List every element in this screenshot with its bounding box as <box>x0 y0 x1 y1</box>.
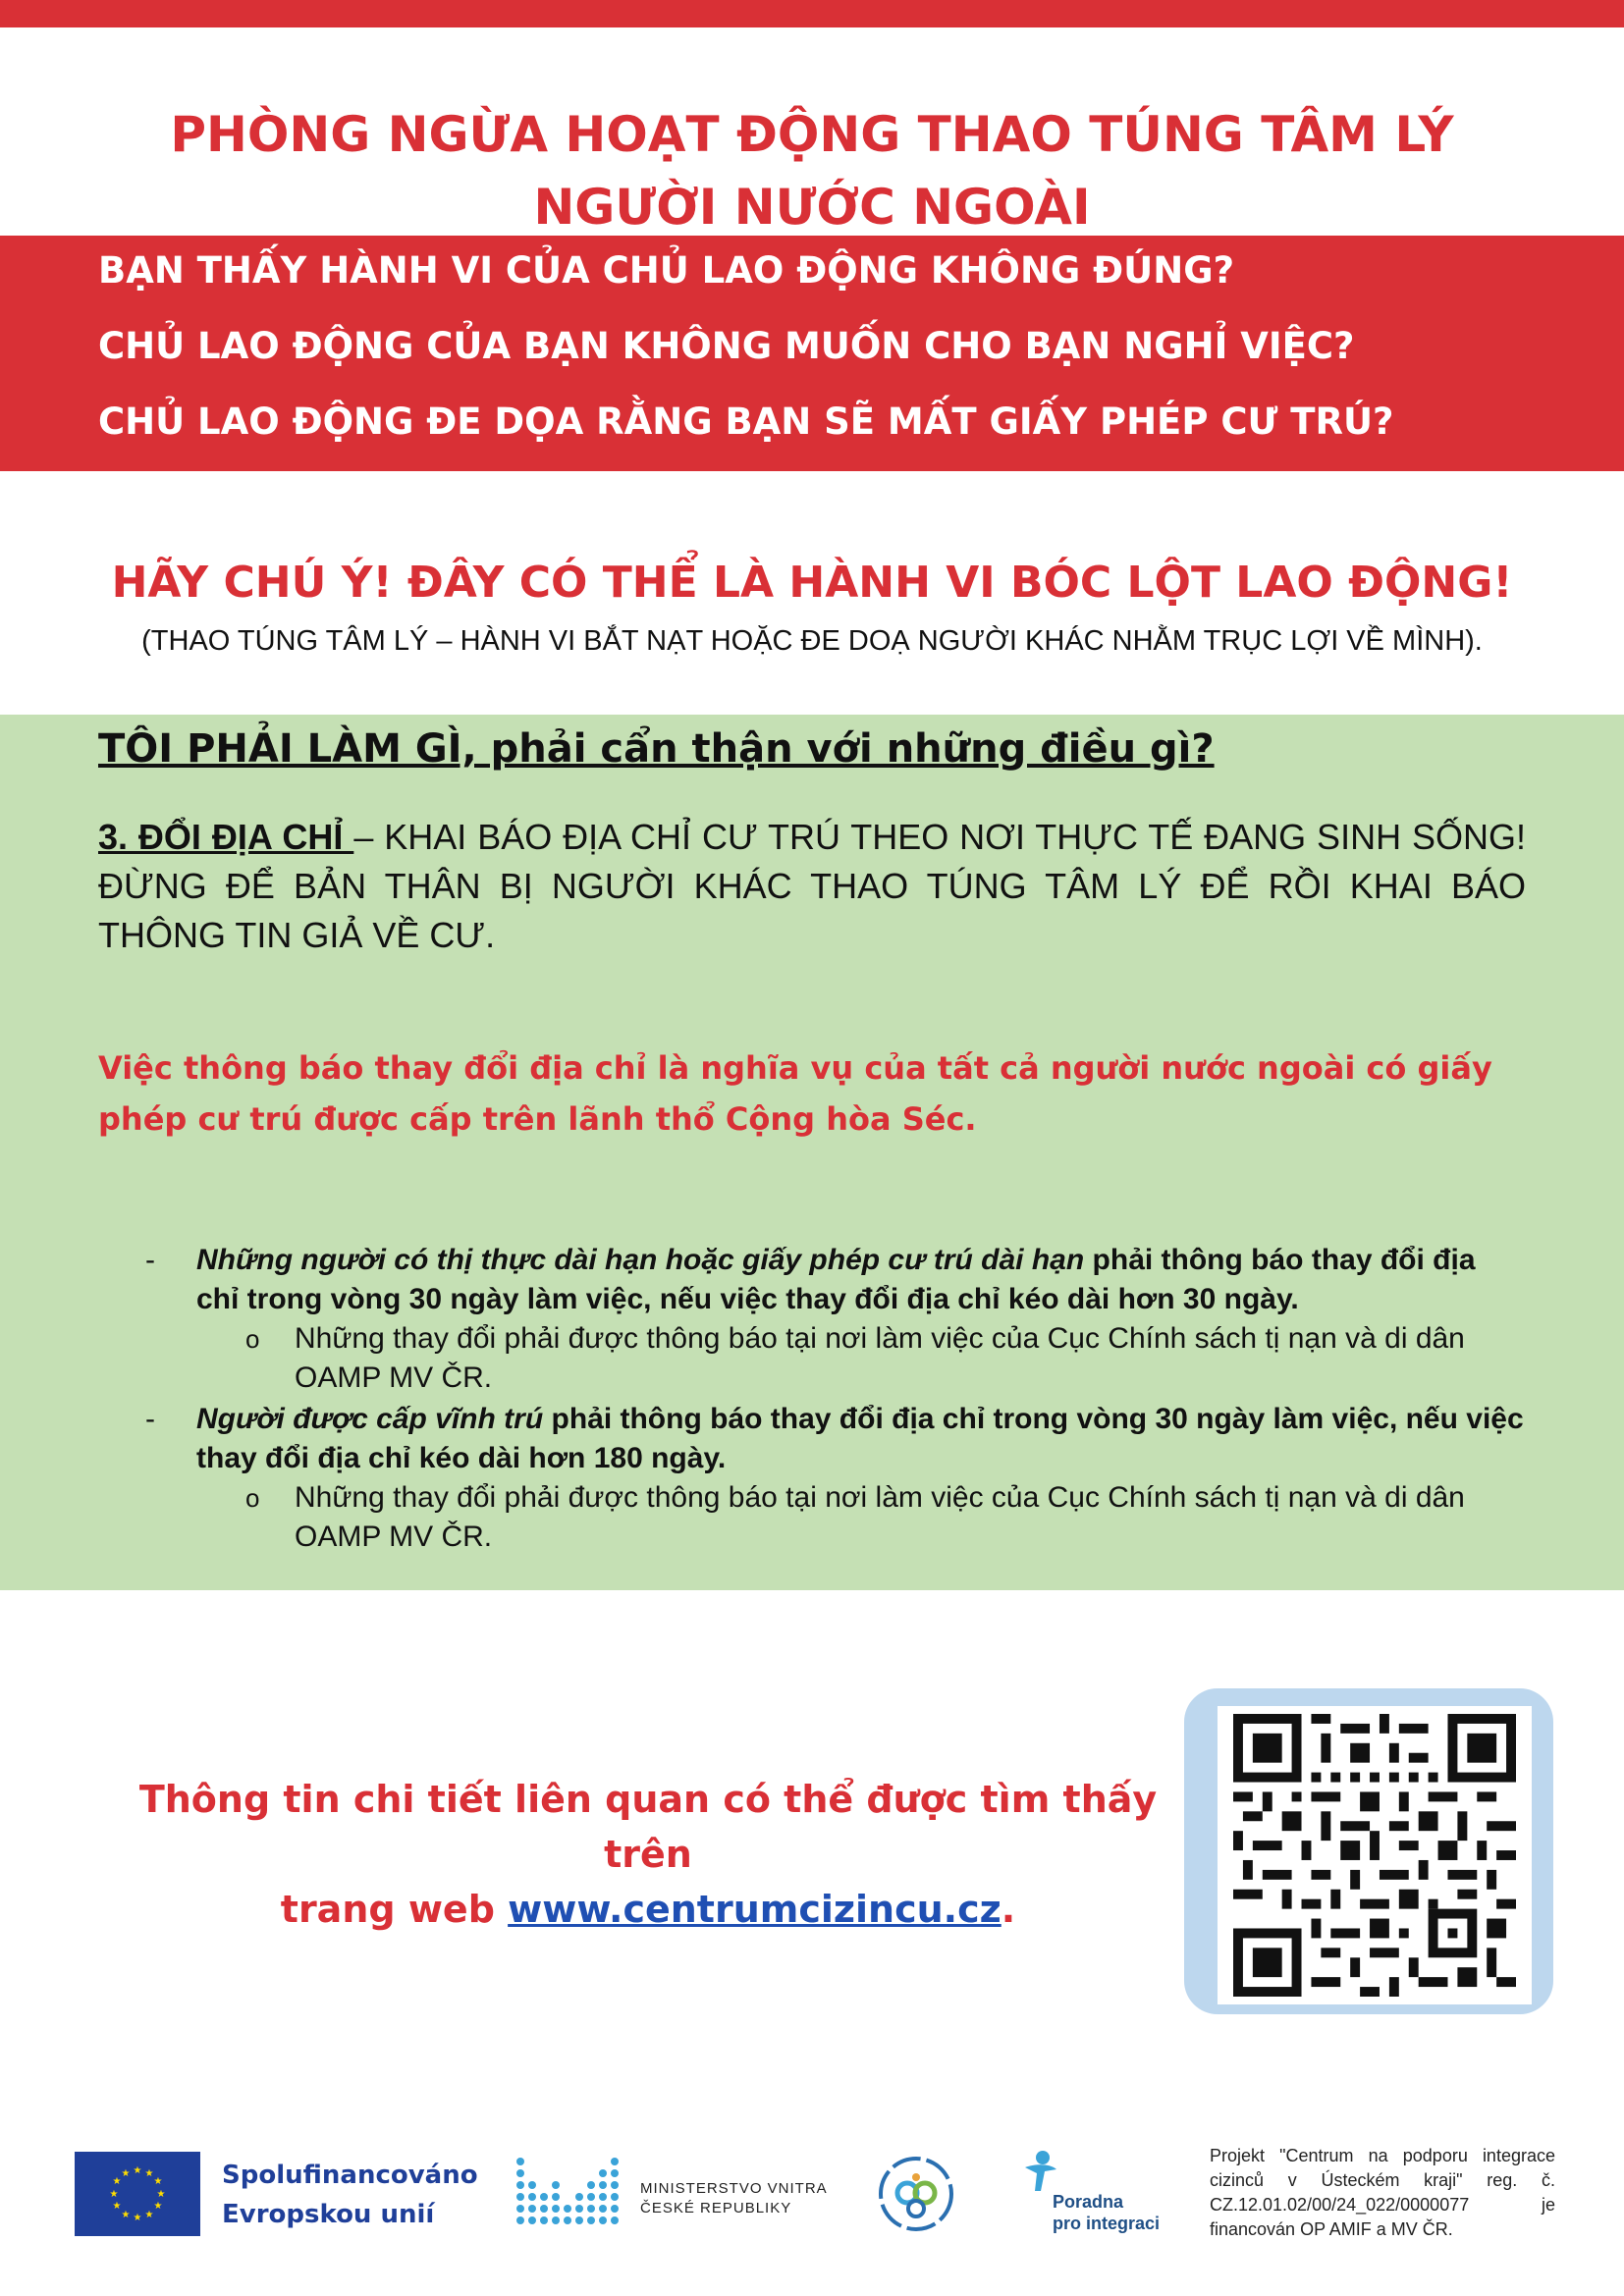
bullet-italic-lead: Những người có thị thực dài hạn hoặc giấy phép cư trú dài hạn <box>196 1244 1085 1276</box>
centrum-cizincu-logo <box>872 2150 960 2238</box>
svg-text:★: ★ <box>121 2168 131 2179</box>
svg-text:★: ★ <box>153 2201 163 2212</box>
questions-band <box>0 236 1624 471</box>
poradna-logo <box>1021 2150 1060 2193</box>
question-1: BẠN THẤY HÀNH VI CỦA CHỦ LAO ĐỘNG KHÔNG ĐÚNG? <box>98 249 1235 292</box>
bullet-text: phải thông báo thay đổi địa chỉ trong vòng 30 ngày làm việc, nếu việc thay đổi địa chỉ kéo dài hơn 30 ngày. <box>196 1244 1476 1315</box>
warning-headline: HÃY CHÚ Ý! ĐÂY CÓ THỂ LÀ HÀNH VI BÓC LỘT LAO ĐỘNG! <box>111 558 1513 608</box>
svg-text:★: ★ <box>121 2210 131 2220</box>
svg-text:★: ★ <box>112 2201 122 2212</box>
top-red-bar <box>0 0 1624 27</box>
eu-flag-logo <box>75 2152 200 2236</box>
item-text: – KHAI BÁO ĐỊA CHỈ CƯ TRÚ THEO NƠI THỰC TẾ ĐANG SINH SỐNG! ĐỪNG ĐỂ BẢN THÂN BỊ NGƯỜI KHÁC THAO TÚNG TÂM LÝ ĐỂ RỒI KHAI BÁO THÔNG TIN GIẢ VỀ CƯ. <box>98 817 1526 955</box>
svg-text:★: ★ <box>133 2213 142 2223</box>
project-statement: Projekt "Centrum na podporu integrace cizinců v Ústeckém kraji" reg. č. CZ.12.01.02/00/24_022/0000077 je financován OP AMIF a MV ČR. <box>1210 2146 1555 2239</box>
obligation-text: Việc thông báo thay đổi địa chỉ là nghĩa vụ của tất cả người nước ngoài có giấy phép cư trú được cấp trên lãnh thổ Cộng hòa Séc. <box>98 1049 1492 1138</box>
question-2: CHỦ LAO ĐỘNG CỦA BẠN KHÔNG MUỐN CHO BẠN NGHỈ VIỆC? <box>98 325 1355 367</box>
bullet-italic-lead: Người được cấp vĩnh trú <box>196 1403 544 1435</box>
ministry-logo <box>513 2152 628 2240</box>
svg-text:★: ★ <box>112 2176 122 2187</box>
address-change-paragraph <box>98 813 1526 960</box>
eu-cofinanced-text: Spolufinancováno Evropskou unií <box>222 2161 478 2229</box>
dash-bullet: - <box>145 1244 155 1276</box>
svg-text:★: ★ <box>156 2189 166 2200</box>
sub-item-text: Những thay đổi phải được thông báo tại nơi làm việc của Cục Chính sách tị nạn và di dân OAMP MV ČR. <box>295 1322 1465 1394</box>
svg-text:★: ★ <box>133 2165 142 2176</box>
section-heading: TÔI PHẢI LÀM GÌ, phải cẩn thận với những điều gì? <box>98 726 1215 772</box>
svg-text:★: ★ <box>144 2168 154 2179</box>
svg-text:★: ★ <box>144 2210 154 2220</box>
more-info-text <box>118 1772 1178 1937</box>
poradna-text: Poradna pro integraci <box>1053 2192 1161 2233</box>
info-line-2-suffix: . <box>1001 1888 1016 1931</box>
website-link[interactable]: www.centrumcizincu.cz <box>508 1888 1001 1931</box>
circle-bullet: o <box>245 1483 260 1513</box>
info-line-1: Thông tin chi tiết liên quan có thể được tìm thấy trên <box>138 1778 1158 1876</box>
item-lead: 3. ĐỔI ĐỊA CHỈ <box>98 817 354 857</box>
svg-text:★: ★ <box>153 2176 163 2187</box>
sub-item-text: Những thay đổi phải được thông báo tại nơi làm việc của Cục Chính sách tị nạn và di dân OAMP MV ČR. <box>295 1481 1465 1553</box>
svg-text:★: ★ <box>109 2189 119 2200</box>
dash-bullet: - <box>145 1403 155 1435</box>
page-title <box>0 98 1624 243</box>
question-3: CHỦ LAO ĐỘNG ĐE DỌA RẰNG BẠN SẼ MẤT GIẤY PHÉP CƯ TRÚ? <box>98 400 1394 443</box>
qr-code-icon[interactable] <box>1233 1714 1516 1997</box>
title-line-2: NGƯỜI NƯỚC NGOÀI <box>533 179 1091 236</box>
info-line-2-prefix: trang web <box>280 1888 509 1931</box>
ministry-text: MINISTERSTVO VNITRA ČESKÉ REPUBLIKY <box>640 2180 828 2216</box>
circle-bullet: o <box>245 1324 260 1354</box>
warning-note: (THAO TÚNG TÂM LÝ – HÀNH VI BẮT NẠT HOẶC ĐE DOẠ NGƯỜI KHÁC NHẰM TRỤC LỢI VỀ MÌNH). <box>141 625 1483 657</box>
bullet-text: phải thông báo thay đổi địa chỉ trong vòng 30 ngày làm việc, nếu việc thay đổi địa chỉ kéo dài hơn 180 ngày. <box>196 1403 1524 1474</box>
title-line-1: PHÒNG NGỪA HOẠT ĐỘNG THAO TÚNG TÂM LÝ <box>170 106 1454 163</box>
